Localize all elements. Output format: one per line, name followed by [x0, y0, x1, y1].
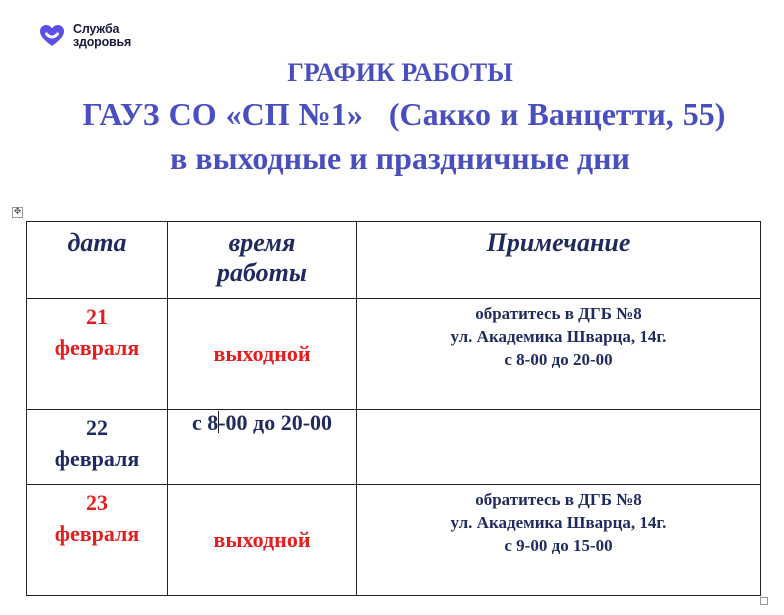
- note-line: обратитесь в ДГБ №8: [475, 490, 642, 509]
- date-cell: [27, 299, 168, 410]
- organization-name: ГАУЗ СО «СП №1»: [82, 96, 363, 132]
- day-off-label: выходной: [213, 527, 311, 552]
- heart-smile-logo-icon: [38, 22, 66, 50]
- schedule-table: [26, 221, 761, 596]
- header-date: дата: [27, 222, 168, 299]
- hours-text-start: с 8: [191, 410, 219, 435]
- move-arrows-icon[interactable]: ✥: [13, 207, 22, 217]
- hours-cell: [168, 485, 357, 596]
- header-time: [168, 222, 357, 299]
- logo-line-1: Служба: [73, 22, 120, 36]
- organization-address: (Сакко и Ванцетти, 55): [388, 96, 726, 132]
- date-cell: [27, 410, 168, 485]
- logo-wordmark: [73, 23, 131, 49]
- note-cell: [357, 485, 761, 596]
- note-line: с 8-00 до 20-00: [504, 350, 613, 369]
- note-line: ул. Академика Шварца, 14г.: [450, 327, 667, 346]
- organization-line: [12, 96, 784, 133]
- brand-logo: [38, 22, 131, 50]
- note-cell: [357, 410, 761, 485]
- table-header-row: [27, 222, 761, 299]
- date-month: февраля: [54, 521, 140, 546]
- header-note: Примечание: [357, 222, 761, 299]
- date-day: 23: [86, 490, 108, 515]
- header-time-line-2: работы: [217, 258, 307, 287]
- note-cell: [357, 299, 761, 410]
- note-line: с 9-00 до 15-00: [504, 536, 613, 555]
- table-row: [27, 410, 761, 485]
- hours-text-end: -00 до 20-00: [218, 410, 333, 435]
- date-day: 22: [86, 415, 108, 440]
- schedule-subtitle: в выходные и праздничные дни: [170, 140, 630, 176]
- schedule-title: ГРАФИК РАБОТЫ: [287, 58, 513, 87]
- note-line: ул. Академика Шварца, 14г.: [450, 513, 667, 532]
- resize-square-icon[interactable]: [760, 597, 768, 605]
- note-line: обратитесь в ДГБ №8: [475, 304, 642, 323]
- date-month: февраля: [54, 335, 140, 360]
- header-time-line-1: время: [228, 228, 296, 257]
- table-row: [27, 299, 761, 410]
- date-cell: [27, 485, 168, 596]
- table-row: [27, 485, 761, 596]
- hours-cell[interactable]: [168, 410, 357, 485]
- day-off-label: выходной: [213, 341, 311, 366]
- date-month: февраля: [54, 446, 140, 471]
- date-day: 21: [86, 304, 108, 329]
- hours-cell: [168, 299, 357, 410]
- logo-line-2: здоровья: [73, 35, 132, 49]
